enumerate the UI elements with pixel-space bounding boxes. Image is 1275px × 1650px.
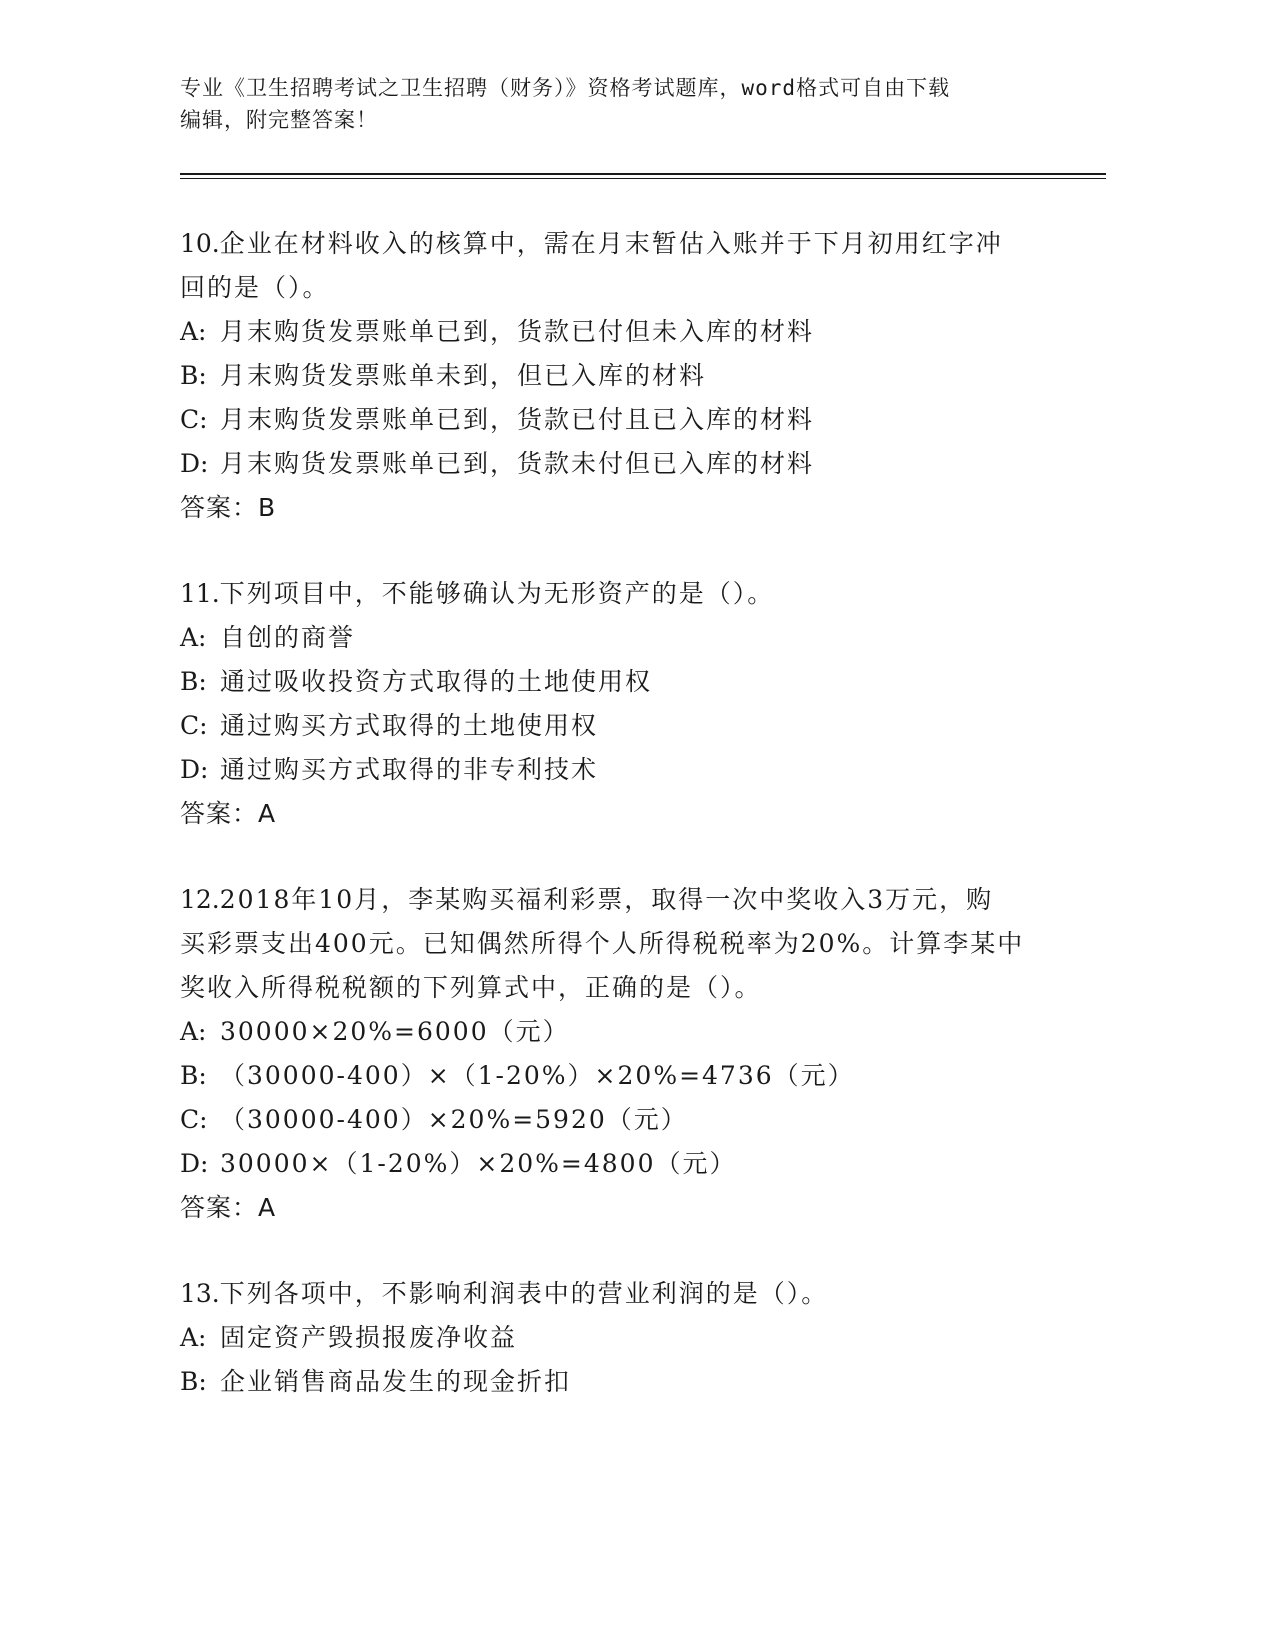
option-a [180, 1316, 1050, 1360]
option-c [180, 398, 1050, 442]
option-text: 月末购货发票账单已到，货款已付且已入库的材料 [220, 405, 815, 434]
option-text: 通过吸收投资方式取得的土地使用权 [220, 667, 653, 696]
question-12 [180, 878, 1050, 1230]
question-list [180, 222, 1050, 1446]
option-text: 30000×（1-20%）×20%=4800（元） [220, 1149, 737, 1178]
option-letter: A: [180, 623, 207, 652]
option-letter: B: [180, 1367, 207, 1396]
option-text: 月末购货发票账单已到，货款未付但已入库的材料 [220, 449, 815, 478]
option-text: 固定资产毁损报废净收益 [220, 1323, 518, 1352]
option-text: （30000-400）×（1-20%）×20%=4736（元） [220, 1061, 855, 1090]
question-text-line [180, 878, 1050, 922]
option-letter: B: [180, 1061, 207, 1090]
question-number: 11. [180, 579, 220, 608]
option-b [180, 1054, 1050, 1098]
option-text: 企业销售商品发生的现金折扣 [220, 1367, 572, 1396]
option-d [180, 748, 1050, 792]
header-line-2: 编辑，附完整答案！ [180, 108, 378, 132]
question-number: 10. [180, 229, 220, 258]
answer-line: 答案：B [180, 493, 277, 522]
question-13 [180, 1272, 1050, 1404]
option-letter: D: [180, 1149, 209, 1178]
option-letter: C: [180, 711, 208, 740]
option-letter: A: [180, 317, 207, 346]
question-text-line: 奖收入所得税税额的下列算式中，正确的是（）。 [180, 973, 762, 1002]
option-text: 通过购买方式取得的土地使用权 [220, 711, 599, 740]
question-number: 13. [180, 1279, 220, 1308]
option-letter: C: [180, 405, 208, 434]
question-10 [180, 222, 1050, 530]
question-text-line [180, 1272, 1050, 1316]
question-text: 2018年10月，李某购买福利彩票，取得一次中奖收入3万元，购 [219, 885, 994, 914]
header-divider-thin [180, 178, 1106, 179]
question-text-line: 买彩票支出400元。已知偶然所得个人所得税税率为20%。计算李某中 [180, 929, 1025, 958]
option-d [180, 442, 1050, 486]
question-text-line [180, 572, 1050, 616]
option-letter: D: [180, 755, 209, 784]
question-text-line [180, 222, 1050, 266]
option-letter: A: [180, 1323, 207, 1352]
option-text: 通过购买方式取得的非专利技术 [220, 755, 599, 784]
option-letter: B: [180, 667, 207, 696]
answer-line: 答案：A [180, 1193, 277, 1222]
question-text-line: 回的是（）。 [180, 273, 330, 302]
question-11 [180, 572, 1050, 836]
option-letter: B: [180, 361, 207, 390]
option-letter: C: [180, 1105, 208, 1134]
question-text: 企业在材料收入的核算中，需在月末暂估入账并于下月初用红字冲 [219, 229, 1003, 258]
option-b [180, 354, 1050, 398]
option-text: 月末购货发票账单已到，货款已付但未入库的材料 [220, 317, 815, 346]
option-a [180, 1010, 1050, 1054]
option-text: （30000-400）×20%=5920（元） [220, 1105, 688, 1134]
question-text: 下列各项中，不影响利润表中的营业利润的是（）。 [219, 1279, 829, 1308]
option-letter: A: [180, 1017, 207, 1046]
answer-line: 答案：A [180, 799, 277, 828]
option-c [180, 1098, 1050, 1142]
document-header [180, 72, 1050, 136]
option-a [180, 310, 1050, 354]
option-text: 自创的商誉 [220, 623, 356, 652]
header-line-1: 专业《卫生招聘考试之卫生招聘（财务）》资格考试题库，word格式可自由下载 [180, 76, 951, 100]
option-b [180, 660, 1050, 704]
option-a [180, 616, 1050, 660]
question-number: 12. [180, 885, 220, 914]
option-text: 30000×20%=6000（元） [220, 1017, 570, 1046]
header-divider-thick [180, 173, 1106, 175]
option-text: 月末购货发票账单未到，但已入库的材料 [220, 361, 707, 390]
option-c [180, 704, 1050, 748]
question-text: 下列项目中，不能够确认为无形资产的是（）。 [219, 579, 775, 608]
option-b [180, 1360, 1050, 1404]
option-d [180, 1142, 1050, 1186]
option-letter: D: [180, 449, 209, 478]
